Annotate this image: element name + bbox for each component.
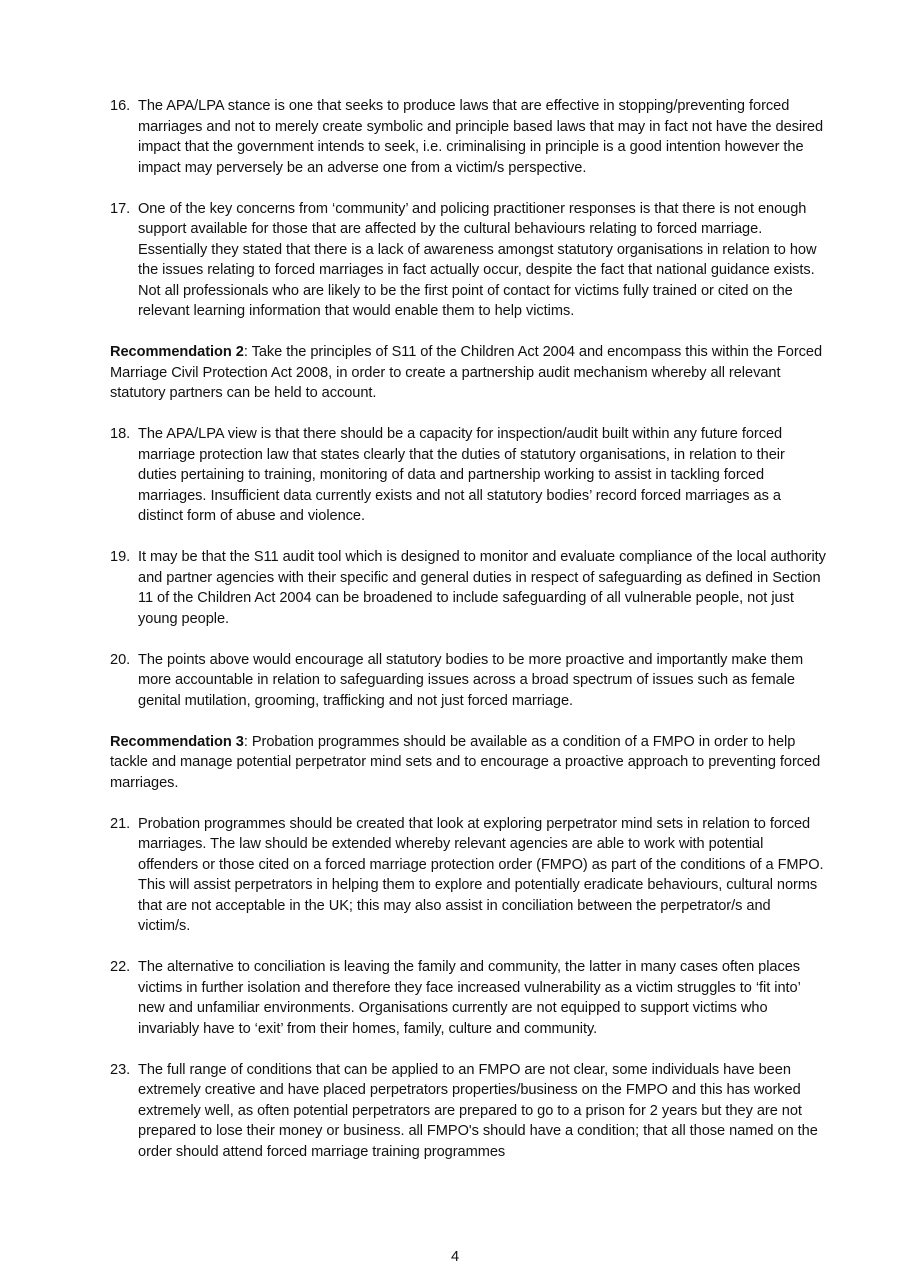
paragraph-20 <box>110 650 826 712</box>
recommendation-label: Recommendation 3 <box>110 733 244 750</box>
page-number: 4 <box>450 1249 460 1265</box>
paragraph-text: The APA/LPA view is that there should be a capacity for inspection/audit built within any future forced marriage protection law that states clearly that the duties of statutory organisations, in relation to their duties pertaining to training, monitoring of data and partnership working to assist in tackling forced marriages. Insufficient data currently exists and not all statutory bodies’ record forced marriages as a distinct form of abuse and violence. <box>138 426 785 524</box>
recommendation-label: Recommendation 2 <box>110 344 244 360</box>
paragraph-number: 16. <box>110 98 131 114</box>
paragraph-text: The APA/LPA stance is one that seeks to produce laws that are effective in stopping/preventing forced marriages and not to merely create symbolic and principle based laws that may in fact not have the desired impact that the government intends to seek, i.e. criminalising in principle is a good intention however the impact may perversely be an adverse one from a victim/s perspective. <box>138 98 824 176</box>
paragraph-number: 22. <box>110 959 131 975</box>
paragraph-18 <box>110 424 826 527</box>
recommendation-text: : Take the principles of S11 of the Children Act 2004 and encompass this within the Forced Marriage Civil Protection Act 2008, in order to create a partnership audit mechanism whereby all relevant statutory partners can be held to account. <box>110 344 823 401</box>
recommendation-2 <box>110 342 826 404</box>
recommendation-text: : Probation programmes should be available as a condition of a FMPO in order to help tackle and manage potential perpetrator mind sets and to encourage a proactive approach to preventing forced marriages. <box>110 733 821 791</box>
paragraph-text: It may be that the S11 audit tool which is designed to monitor and evaluate compliance of the local authority and partner agencies with their specific and general duties in respect of safeguarding as defined in Section 11 of the Children Act 2004 can be broadened to include safeguarding of all vulnerable people, not just young people. <box>138 549 826 627</box>
recommendation-3 <box>110 732 826 794</box>
paragraph-text: The full range of conditions that can be applied to an FMPO are not clear, some individuals have been extremely creative and have placed perpetrators properties/business on the FMPO and this has worked extremely well, as often potential perpetrators are prepared to go to a prison for 2 years but they are not prepared to lose their money or business. all FMPO's should have a condition; that all those named on the order should attend forced marriage training programmes <box>138 1061 818 1160</box>
paragraph-17 <box>110 199 826 322</box>
paragraph-21 <box>110 814 826 937</box>
paragraph-22 <box>110 957 826 1039</box>
paragraph-number: 21. <box>110 815 131 832</box>
paragraph-16 <box>110 96 826 178</box>
paragraph-number: 23. <box>110 1061 131 1078</box>
paragraph-19 <box>110 547 826 629</box>
paragraph-23 <box>110 1060 826 1163</box>
paragraph-text: The alternative to conciliation is leaving the family and community, the latter in many cases often places victims in further isolation and therefore they face increased vulnerability as a victim struggles to ‘fit into’ new and unfamiliar environments. Organisations currently are not equipped to support victims who invariably have to ‘exit’ from their homes, family, culture and community. <box>138 959 801 1037</box>
page-body <box>110 96 826 1162</box>
paragraph-number: 20. <box>110 651 131 668</box>
paragraph-text: One of the key concerns from ‘community’ and policing practitioner responses is that there is not enough support available for those that are affected by the cultural behaviours relating to forced marriage. Essentially they stated that there is a lack of awareness amongst statutory organisations in relation to how the issues relating to forced marriages in fact actually occur, despite the fact that national guidance exists. Not all professionals who are likely to be the first point of contact for victims fully trained or cited on the relevant learning information that would enable them to help victims. <box>138 200 817 319</box>
paragraph-text: The points above would encourage all statutory bodies to be more proactive and importantly make them more accountable in relation to safeguarding issues across a broad spectrum of issues such as female genital mutilation, grooming, trafficking and not just forced marriage. <box>138 651 804 709</box>
paragraph-number: 19. <box>110 549 131 565</box>
paragraph-number: 17. <box>110 200 131 217</box>
paragraph-text: Probation programmes should be created that look at exploring perpetrator mind sets in relation to forced marriages. The law should be extended whereby relevant agencies are able to work with potential offenders or those cited on a forced marriage protection order (FMPO) as part of the conditions of a FMPO. This will assist perpetrators in helping them to explore and potentially eradicate behaviours, cultural norms that are not acceptable in the UK; this may also assist in conciliation between the perpetrator/s and victim/s. <box>138 815 824 934</box>
paragraph-number: 18. <box>110 426 131 442</box>
